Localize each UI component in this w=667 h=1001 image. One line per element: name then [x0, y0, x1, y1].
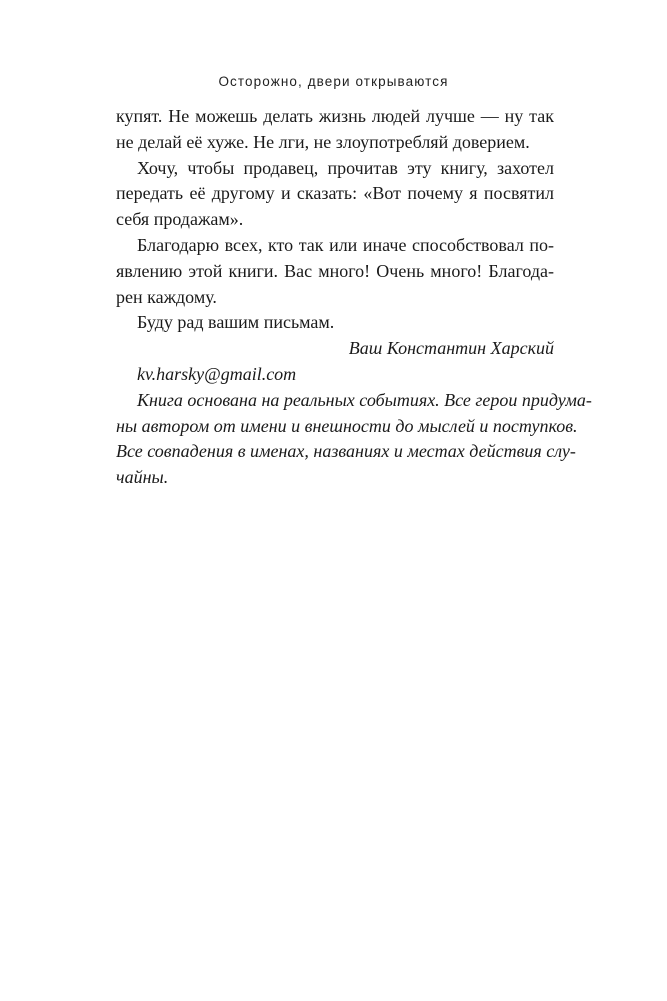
- paragraph-1: [116, 104, 554, 156]
- page-body: [116, 104, 592, 491]
- text-line: купят. Не можешь делать жизнь людей лучше — ну так: [116, 106, 554, 126]
- paragraph-2: [116, 156, 554, 233]
- text-line: Благодарю всех, кто так или иначе способствовал по-: [137, 234, 554, 255]
- text-line: чайны.: [116, 467, 169, 488]
- paragraph-3: [116, 233, 554, 310]
- paragraph-4: [116, 310, 554, 336]
- text-line: явлению этой книги. Вас много! Очень много! Благода-: [116, 260, 554, 281]
- running-head: Осторожно, двери открываются: [218, 74, 449, 89]
- email-address: kv.harsky@gmail.com: [137, 363, 297, 384]
- text-line: Буду рад вашим письмам.: [137, 312, 335, 333]
- text-line: рен каждому.: [116, 286, 217, 307]
- text-line: себя продажам».: [116, 209, 244, 230]
- text-line: не делай её хуже. Не лги, не злоупотребляй доверием.: [116, 131, 530, 152]
- text-line: передать её другому и сказать: «Вот почему я посвятил: [116, 183, 554, 204]
- text-line: Все совпадения в именах, названиях и местах действия слу-: [116, 441, 576, 462]
- text-line: Книга основана на реальных событиях. Все герои придума-: [137, 389, 592, 410]
- signature: Ваш Константин Харский: [348, 338, 554, 359]
- text-line: Хочу, чтобы продавец, прочитав эту книгу, захотел: [137, 157, 554, 178]
- disclaimer: [116, 388, 592, 491]
- text-line: ны автором от имени и внешности до мыслей и поступков.: [116, 415, 578, 436]
